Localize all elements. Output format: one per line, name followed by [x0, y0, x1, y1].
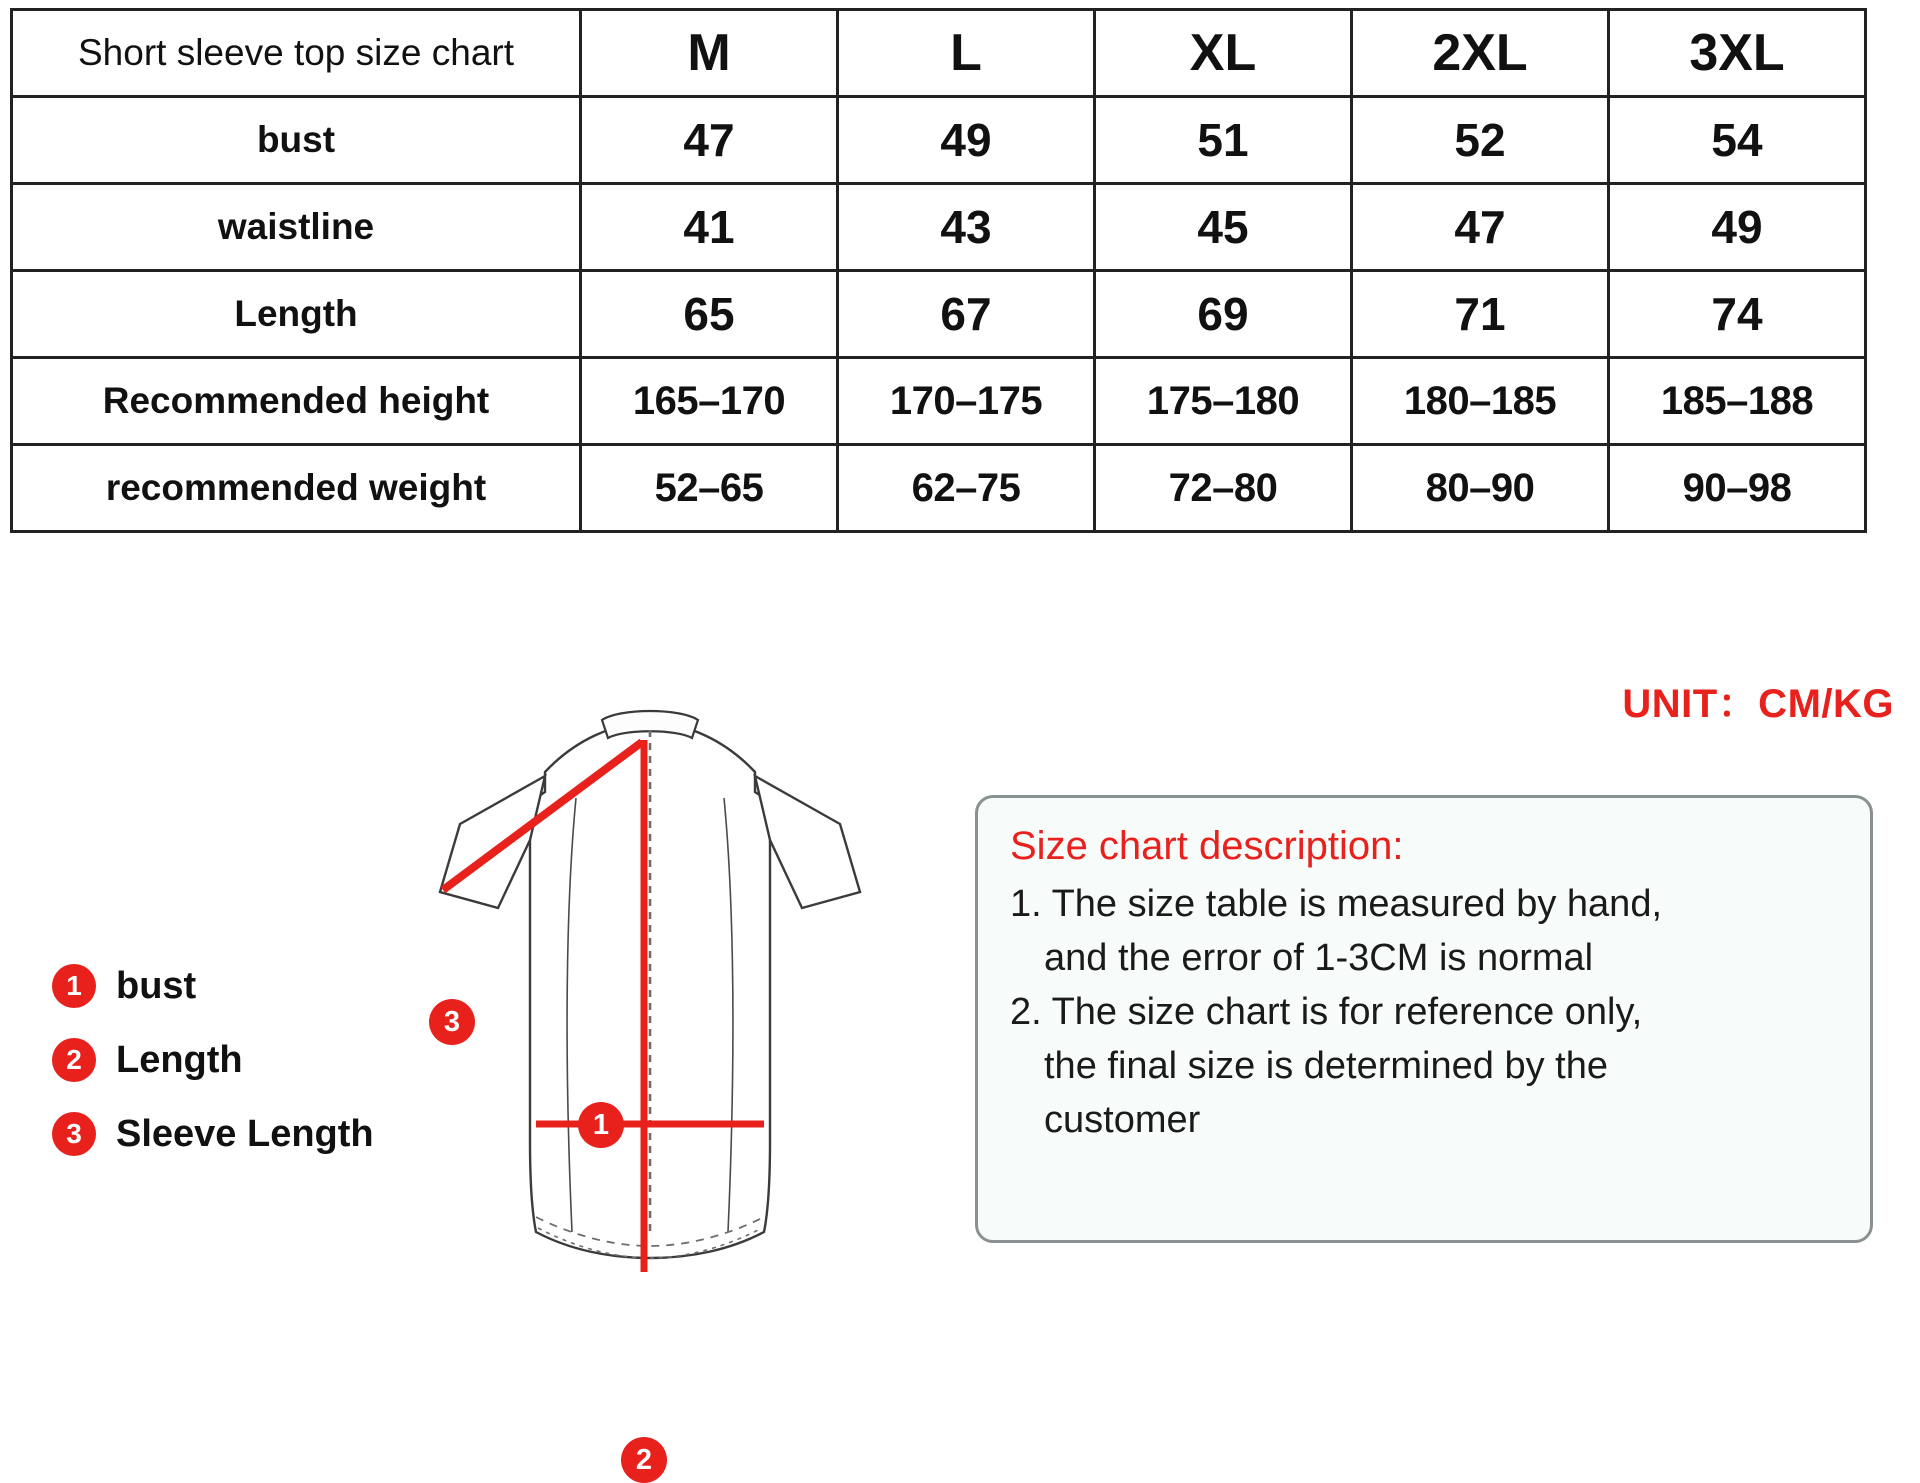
cell-bust-m: 47 [581, 97, 838, 184]
cell-length-m: 65 [581, 271, 838, 358]
column-header-3xl: 3XL [1609, 10, 1866, 97]
row-label-recommended-weight: recommended weight [12, 445, 581, 532]
legend-label-3: Sleeve Length [116, 1112, 374, 1155]
cell-height-2xl: 180–185 [1352, 358, 1609, 445]
size-chart-description-box [975, 795, 1873, 1243]
cell-weight-2xl: 80–90 [1352, 445, 1609, 532]
cell-waistline-xl: 45 [1095, 184, 1352, 271]
description-title: Size chart description: [1010, 824, 1404, 868]
table-title-cell: Short sleeve top size chart [12, 10, 581, 97]
cell-waistline-m: 41 [581, 184, 838, 271]
table-row [12, 358, 1866, 445]
description-line-3: 2. The size chart is for reference only, [1010, 991, 1643, 1033]
legend-badge-2: 2 [52, 1038, 96, 1082]
diagram-marker-1: 1 [578, 1102, 624, 1148]
row-label-waistline: waistline [12, 184, 581, 271]
row-label-recommended-height: Recommended height [12, 358, 581, 445]
table-header-row [12, 10, 1866, 97]
legend-label-1: bust [116, 964, 197, 1007]
cell-length-3xl: 74 [1609, 271, 1866, 358]
cell-bust-l: 49 [838, 97, 1095, 184]
table-row [12, 184, 1866, 271]
size-chart-table [10, 8, 1867, 533]
description-line-1: 1. The size table is measured by hand, [1010, 883, 1663, 925]
cell-height-l: 170–175 [838, 358, 1095, 445]
legend-badge-3: 3 [52, 1112, 96, 1156]
description-line-5: customer [1044, 1099, 1201, 1141]
row-label-bust: bust [12, 97, 581, 184]
cell-height-3xl: 185–188 [1609, 358, 1866, 445]
description-line-2: and the error of 1-3CM is normal [1044, 937, 1594, 979]
cell-height-m: 165–170 [581, 358, 838, 445]
cell-length-2xl: 71 [1352, 271, 1609, 358]
cell-weight-xl: 72–80 [1095, 445, 1352, 532]
unit-note: UNIT：CM/KG [1622, 682, 1894, 726]
legend-label-2: Length [116, 1038, 243, 1081]
cell-length-l: 67 [838, 271, 1095, 358]
jersey-diagram [340, 672, 960, 1476]
table-row [12, 97, 1866, 184]
column-header-m: M [581, 10, 838, 97]
cell-waistline-2xl: 47 [1352, 184, 1609, 271]
cell-bust-3xl: 54 [1609, 97, 1866, 184]
column-header-xl: XL [1095, 10, 1352, 97]
cell-bust-2xl: 52 [1352, 97, 1609, 184]
diagram-marker-2: 2 [621, 1437, 667, 1483]
cell-weight-m: 52–65 [581, 445, 838, 532]
cell-length-xl: 69 [1095, 271, 1352, 358]
row-label-length: Length [12, 271, 581, 358]
diagram-marker-3: 3 [429, 999, 475, 1045]
description-line-4: the final size is determined by the [1044, 1045, 1608, 1087]
jersey-illustration [340, 672, 960, 1272]
cell-weight-3xl: 90–98 [1609, 445, 1866, 532]
cell-waistline-3xl: 49 [1609, 184, 1866, 271]
cell-bust-xl: 51 [1095, 97, 1352, 184]
table-row [12, 445, 1866, 532]
column-header-2xl: 2XL [1352, 10, 1609, 97]
legend-badge-1: 1 [52, 964, 96, 1008]
cell-waistline-l: 43 [838, 184, 1095, 271]
column-header-l: L [838, 10, 1095, 97]
cell-weight-l: 62–75 [838, 445, 1095, 532]
table-row [12, 271, 1866, 358]
cell-height-xl: 175–180 [1095, 358, 1352, 445]
